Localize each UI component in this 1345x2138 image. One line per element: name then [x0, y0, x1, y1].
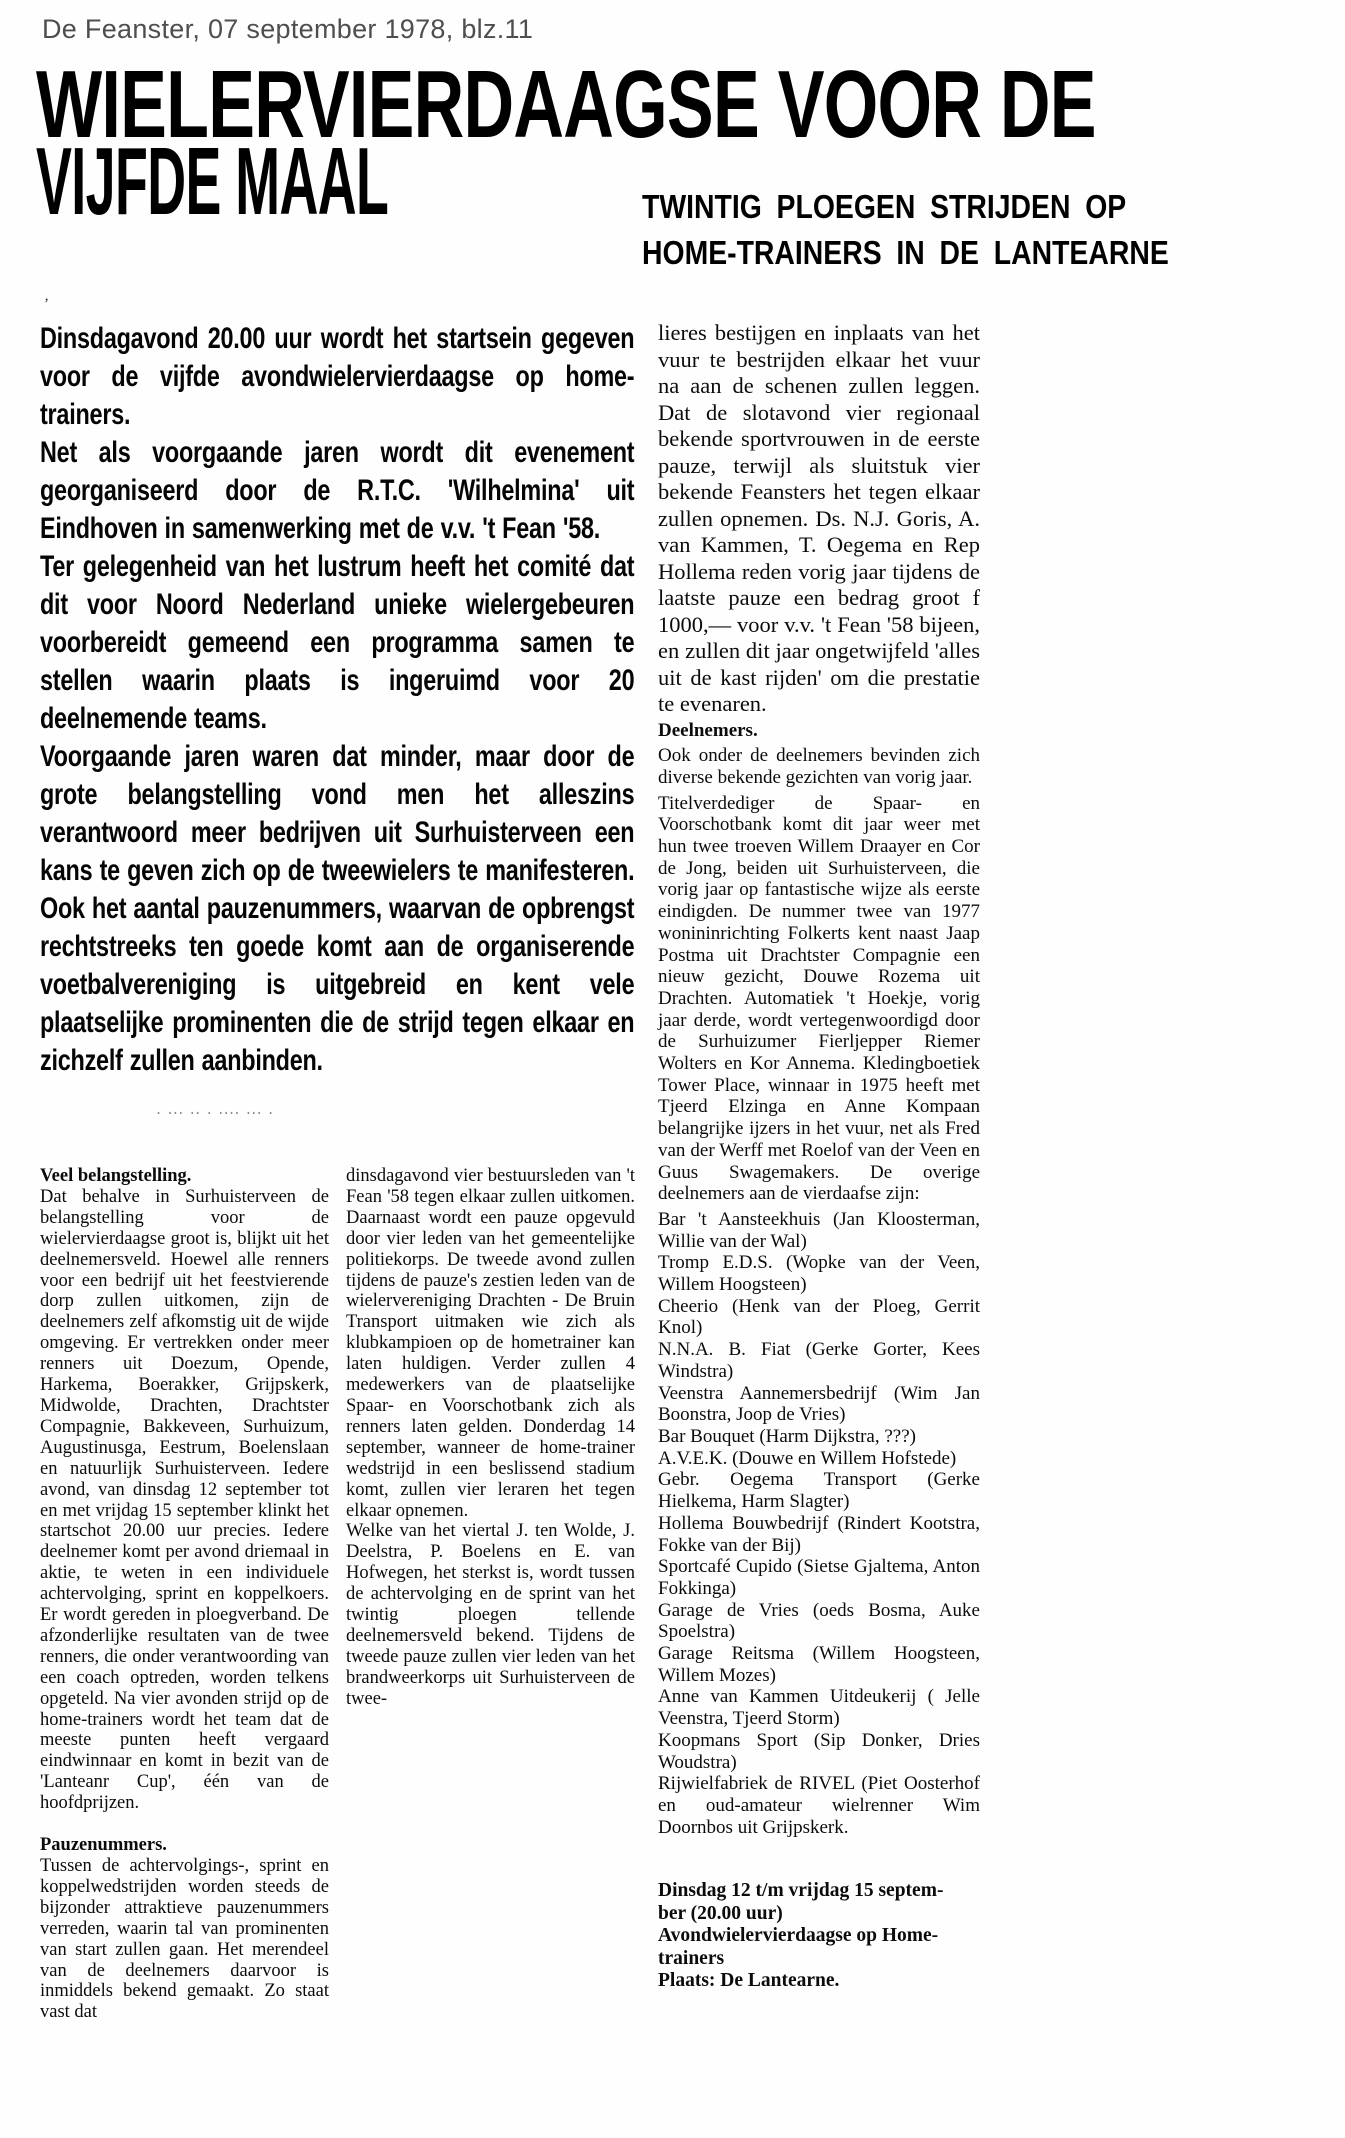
intro-paragraph: Ter gelegenheid van het lustrum heeft het comité dat dit voor Noord Nederland unieke wielergebeuren voorbereidt gemeend een programma samen te stellen waarin plaats is ingeruimd voor 20 deelnemende teams. [40, 550, 635, 735]
participant-entry: Koopmans Sport (Sip Donker, Dries Woudstra) [658, 1729, 980, 1773]
participant-entry: Sportcafé Cupido (Sietse Gjaltema, Anton Fokkinga) [658, 1556, 980, 1599]
participant-entry: Hollema Bouwbedrijf (Rindert Kootstra, Fokke van der Bij) [658, 1512, 980, 1556]
intro-lead [40, 320, 634, 1128]
event-info-line: Plaats: De Lantearne. [658, 1970, 840, 1992]
section-title-veel-belangstelling: Veel belangstelling. [40, 1166, 192, 1186]
column-middle [346, 1166, 635, 2023]
subheadline-line-2: HOME-TRAINERS IN DE LANTEARNE [642, 234, 1169, 271]
subheadline-line-1: TWINTIG PLOEGEN STRIJDEN OP [642, 188, 1127, 225]
participant-entry: Gebr. Oegema Transport (Gerke Hielkema, Harm Slagter) [658, 1469, 980, 1513]
intro-paragraph: Voorgaande jaren waren dat minder, maar door de grote belangstelling vond men het alleszins verantwoord meer bedrijven uit Surhuisterveen een kans te geven zich op de tweewielers te manifesteren. Ook het aantal pauzenummers, waarvan de opbrengst rechtstreeks ten goede komt aan de organiserende voetbalvereniging is uitgebreid en kent vele plaatselijke prominenten die de strijd tegen elkaar en zichzelf zullen aanbinden. [40, 740, 635, 1077]
participants-list [658, 1209, 980, 1838]
event-info-block [658, 1880, 980, 1993]
right-paragraph-continuation: lieres bestijgen en inplaats van het vuur te bestrijden elkaar het vuur na aan de schenen zullen leggen. Dat de slotavond vier regionaal bekende sportvrouwen in de eerste pauze, terwijl als sluitstuk vier bekende Feansters het tegen elkaar zullen opnemen. Ds. N.J. Goris, A. van Kammen, T. Oegema en Rep Hollema reden vorig jaar tijdens de laatste pauze een bedrag groot f 1000,— voor v.v. 't Fean '58 bijeen, en zullen dit jaar ongetwijfeld 'alles uit de kast rijden' om die prestatie te evenaren. [658, 320, 980, 716]
participant-entry: Bar 't Aansteekhuis (Jan Kloosterman, Willie van der Wal) [658, 1208, 980, 1252]
section-body-veel-belangstelling: Dat behalve in Surhuisterveen de belangstelling voor de wielervierdaagse groot is, blijkt uit het deelnemersveld. Hoewel alle renners voor een bedrijf uit het feestvierende dorp zullen uitkomen, zijn de deelnemers zelf afkomstig uit de wijde omgeving. Er vertrekken onder meer renners uit Doezum, Opende, Harkema, Boerakker, Grijpskerk, Midwolde, Drachten, Drachtster Compagnie, Bakkeveen, Surhuizum, Augustinusga, Eestrum, Boelenslaan en natuurlijk Surhuisterveen. Iedere avond, van dinsdag 12 september tot en met vrijdag 15 september klinkt het startschot 20.00 uur precies. Iedere deelnemer komt per avond driemaal in aktie, te weten in een individuele achtervolging, sprint en koppelkoers. Er wordt gereden in ploegverband. De afzonderlijke resultaten van de twee renners, die onder verantwoording van een coach optreden, worden telkens opgeteld. Na vier avonden strijd op de home-trainers wordt het team dat de meeste punten heeft vergaard eindwinnaar en komt in bezit van de 'Lanteanr Cup', één van de hoofdprijzen. [40, 1186, 329, 1814]
participant-entry: Tromp E.D.S. (Wopke van der Veen, Willem Hoogsteen) [658, 1252, 980, 1296]
event-info-line: Avondwielervierdaagse op Home- [658, 1925, 939, 1947]
participant-entry: Cheerio (Henk van der Ploeg, Gerrit Knol) [658, 1295, 980, 1339]
middle-paragraph: Welke van het viertal J. ten Wolde, J. Deelstra, P. Boelens en E. van Hofwegen, het sterkst is, wordt tussen de achtervolging en de sprint van het twintig ploegen tellende deelnemersveld bekend. Tijdens de tweede pauze zullen vier leden van het brandweerkorps uit Surhuisterveen de twee- [346, 1521, 635, 1709]
event-info-line: ber (20.00 uur) [658, 1902, 783, 1924]
article-left-section [40, 320, 634, 2023]
event-info-line: trainers [658, 1947, 725, 1969]
participant-entry: N.N.A. B. Fiat (Gerke Gorter, Kees Windstra) [658, 1339, 980, 1382]
participant-entry: Veenstra Aannemersbedrijf (Wim Jan Boonstra, Joop de Vries) [658, 1382, 980, 1426]
participant-entry: Bar Bouquet (Harm Dijkstra, ???) [658, 1426, 916, 1447]
column-left [40, 1166, 329, 2023]
participant-entry: Anne van Kammen Uitdeukerij ( Jelle Veenstra, Tjeerd Storm) [658, 1686, 980, 1730]
participant-entry: Garage Reitsma (Willem Hoogsteen, Willem Mozes) [658, 1643, 980, 1686]
bottom-columns [40, 1166, 634, 2023]
right-paragraph: Titelverdediger de Spaar- en Voorschotbank komt dit jaar weer met hun twee troeven Willem Draayer en Cor de Jong, beiden uit Surhuisterveen, die vorig jaar op fantastische wijze als eerste eindigden. De nummer twee van 1977 wonininrichting Folkerts kent naast Jaap Postma uit Drachtster Compagnie een nieuw gezicht, Douwe Rozema uit Drachten. Automatiek 't Hoekje, vorig jaar derde, wordt vertegenwoordigd door de Surhuizumer Fierljepper Riemer Wolters en Kor Annema. Kledingboetiek Tower Place, winnaar in 1975 heeft met Tjeerd Elzinga en Anne Kompaan belangrijke ijzers in het vuur, net als Fred van der Werff met Roelof van der Veen en Guus Swagemakers. De overige deelnemers aan de vierdaafse zijn: [658, 792, 980, 1205]
participant-entry: Rijwielfabriek de RIVEL (Piet Oosterhof en oud-amateur wielrenner Wim Doornbos uit Grijpskerk. [658, 1773, 980, 1838]
scan-artifact-mark: ’ [44, 296, 49, 312]
section-body-pauzenummers: Tussen de achtervolgings-, sprint en koppelwedstrijden worden steeds de bijzonder attraktieve pauzenummers verreden, waarin tal van prominenten van start zullen gaan. Het merendeel van de deelnemers daarvoor is inmiddels bekend gemaakt. Zo staat vast dat [40, 1856, 329, 2023]
participant-entry: A.V.E.K. (Douwe en Willem Hofstede) [658, 1447, 957, 1469]
subheadline [642, 184, 1169, 276]
intro-paragraph: Net als voorgaande jaren wordt dit evenement georganiseerd door de R.T.C. 'Wilhelmina' uit Eindhoven in samenwerking met de v.v. 't Fean '58. [40, 436, 635, 545]
masthead: De Feanster, 07 september 1978, blz.11 [42, 14, 534, 44]
headline-line-1: WIELERVIERDAAGSE VOOR DE [36, 51, 1096, 158]
event-info-line: Dinsdag 12 t/m vrijdag 15 septem- [658, 1880, 944, 1902]
section-title-deelnemers: Deelnemers. [658, 719, 758, 741]
middle-paragraph: dinsdagavond vier bestuursleden van 't Fean '58 tegen elkaar zullen uitkomen. Daarnaast wordt een pauze opgevuld door vier leden van het gemeentelijke politiekorps. De tweede avond zullen tijdens de pauze's zestien leden van de wielervereniging Drachten - De Bruin Transport uitmaken wie zich als klubkampioen op de hometrainer kan laten huldigen. Verder zullen 4 medewerkers van de plaatselijke Spaar- en Voorschotbank zich als renners laten gelden. Donderdag 14 september, wanneer de home-trainer wedstrijd in een beslissend stadium komt, zullen vier leraren het tegen elkaar opnemen. [346, 1166, 635, 1521]
section-title-pauzenummers: Pauzenummers. [40, 1835, 167, 1856]
article-body [40, 320, 980, 2023]
column-right [658, 320, 980, 2023]
scan-noise: . ... .. . .... ... . [157, 1101, 275, 1117]
right-paragraph: Ook onder de deelnemers bevinden zich diverse bekende gezichten van vorig jaar. [658, 745, 980, 788]
participant-entry: Garage de Vries (oeds Bosma, Auke Spoelstra) [658, 1599, 980, 1643]
intro-paragraph: Dinsdagavond 20.00 uur wordt het startsein gegeven voor de vijfde avondwielervierdaagse op home-trainers. [40, 322, 635, 431]
headline-line-2: VIJFDE MAAL [36, 128, 389, 235]
